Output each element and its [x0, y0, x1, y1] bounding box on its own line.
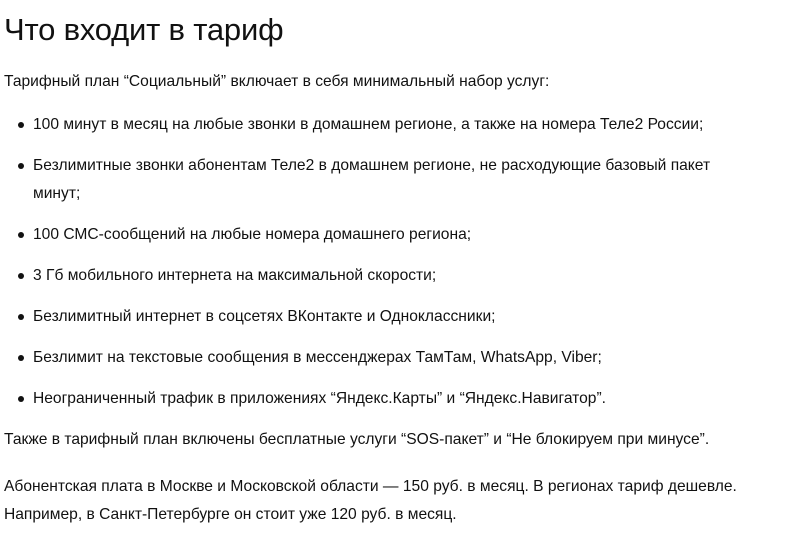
list-item	[4, 385, 785, 413]
bullet-icon	[18, 232, 24, 238]
list-item	[4, 303, 785, 331]
list-item-text: 100 минут в месяц на любые звонки в домашнем регионе, а также на номера Теле2 России;	[33, 116, 704, 133]
list-item	[4, 152, 785, 208]
bullet-icon	[18, 314, 24, 320]
list-item-text: Безлимит на текстовые сообщения в мессенджерах ТамТам, WhatsApp, Viber;	[33, 349, 602, 366]
list-item	[4, 344, 785, 372]
list-item-text: Безлимитный интернет в соцсетях ВКонтакте и Одноклассники;	[33, 308, 496, 325]
intro-paragraph: Тарифный план “Социальный” включает в себя минимальный набор услуг:	[4, 73, 550, 90]
features-list	[4, 111, 785, 413]
bullet-icon	[18, 396, 24, 402]
bullet-icon	[18, 122, 24, 128]
list-item	[4, 262, 785, 290]
bullet-icon	[18, 163, 24, 169]
bullet-icon	[18, 355, 24, 361]
bullet-icon	[18, 273, 24, 279]
page-title: Что входит в тариф	[4, 12, 284, 47]
list-item-text: Неограниченный трафик в приложениях “Яндекс.Карты” и “Яндекс.Навигатор”.	[33, 390, 607, 407]
list-item	[4, 221, 785, 249]
list-item-text: Безлимитные звонки абонентам Теле2 в домашнем регионе, не расходующие базовый пакет минут;	[33, 157, 711, 202]
subscription-fee-paragraph: Абонентская плата в Москве и Московской области — 150 руб. в месяц. В регионах тариф дешевле. Например, в Санкт-Петербурге он стоит уже 120 руб. в месяц.	[4, 478, 737, 523]
free-services-paragraph: Также в тарифный план включены бесплатные услуги “SOS-пакет” и “Не блокируем при минусе”.	[4, 431, 710, 448]
list-item	[4, 111, 785, 139]
list-item-text: 100 СМС-сообщений на любые номера домашнего региона;	[33, 226, 472, 243]
list-item-text: 3 Гб мобильного интернета на максимальной скорости;	[33, 267, 437, 284]
